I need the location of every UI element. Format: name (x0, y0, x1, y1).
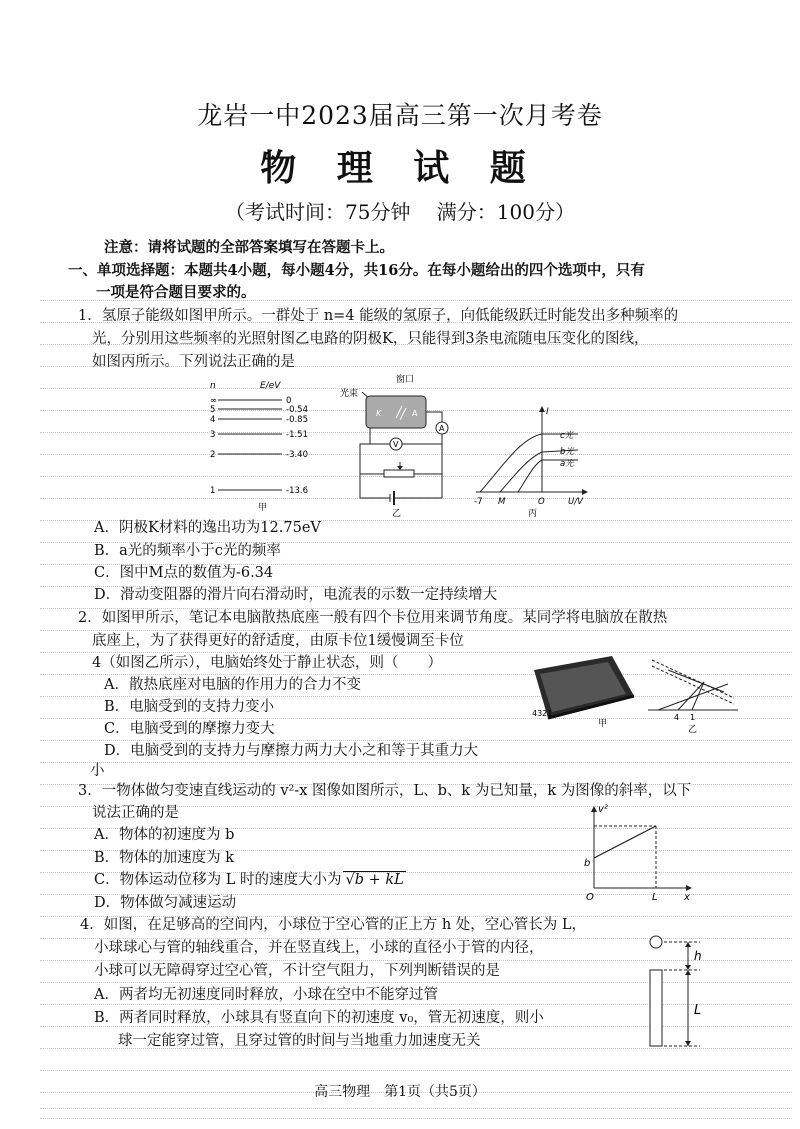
svg-text:4: 4 (674, 713, 680, 722)
svg-text:甲: 甲 (598, 719, 608, 729)
svg-text:O: O (538, 497, 545, 507)
q1-line3: 如图丙所示。下列说法正确的是 (92, 354, 295, 370)
svg-text:L: L (694, 1003, 702, 1018)
q1-option-a: A．阴极K材料的逸出功为12.75eV (94, 520, 321, 536)
q1-option-c: C．图中M点的数值为-6.34 (94, 565, 274, 581)
svg-text:4: 4 (210, 415, 216, 425)
q2-option-d-cont: 小 (90, 763, 105, 779)
q4-line3: 小球可以无障碍穿过空心管，不计空气阻力，下列判断错误的是 (94, 963, 500, 979)
caption-bing: 丙 (528, 509, 538, 519)
notice: 注意：请将试题的全部答案填写在答题卡上。 (104, 239, 394, 256)
exam-info: （考试时间：75分钟 满分：100分） (225, 200, 575, 224)
q4-option-a: A．两者均无初速度同时释放，小球在空中不能穿过管 (94, 987, 438, 1003)
svg-text:1: 1 (210, 486, 216, 496)
section1-line2: 一项是符合题目要求的。 (96, 284, 256, 301)
q1-option-b: B．a光的频率小于c光的频率 (94, 543, 281, 559)
svg-text:U/V: U/V (568, 497, 583, 507)
laptop-stand-figure (528, 652, 740, 734)
svg-text:M: M (498, 497, 506, 507)
svg-text:h: h (694, 949, 702, 963)
svg-text:L: L (652, 892, 658, 903)
level-5 (210, 405, 308, 415)
ball (650, 936, 662, 948)
level-inf (210, 396, 291, 406)
svg-text:K: K (376, 409, 382, 418)
q4-option-b: B．两者同时释放，小球具有竖直向下的初速度 v₀，管无初速度，则小 (94, 1010, 544, 1026)
svg-text:2: 2 (210, 450, 216, 460)
q3-line2: 说法正确的是 (92, 805, 179, 821)
n-header: n (210, 381, 216, 391)
q1-option-d: D．滑动变阻器的滑片向右滑动时，电流表的示数一定持续增大 (94, 587, 498, 603)
svg-text:V: V (393, 440, 399, 449)
q3-option-c: C．物体运动位移为 L 时的速度大小为 √b + kL (94, 872, 404, 888)
energy-level-diagram (200, 378, 308, 514)
svg-text:a光: a光 (560, 459, 574, 469)
photoelectric-circuit (340, 370, 450, 519)
svg-text:乙: 乙 (688, 725, 698, 735)
q2-line2: 底座上，为了获得更好的舒适度，由原卡位1缓慢调至卡位 (92, 633, 464, 649)
q2-option-a: A．散热底座对电脑的作用力的合力不变 (104, 677, 361, 693)
caption-yi: 乙 (392, 509, 402, 519)
q2-option-d: D．电脑受到的支持力与摩擦力两力大小之和等于其重力大 (104, 743, 479, 759)
q2-option-b: B．电脑受到的支持力变小 (104, 699, 275, 715)
level-2 (210, 450, 308, 460)
q3-option-b: B．物体的加速度为 k (94, 850, 235, 866)
window-label: 窗口 (396, 375, 415, 385)
section1-line1: 一、单项选择题：本题共4小题，每小题4分，共16分。在每小题给出的四个选项中，只有 (68, 262, 645, 279)
svg-text:5: 5 (210, 405, 216, 415)
q1-line1: 1．氢原子能级如图甲所示。一群处于 n=4 能级的氢原子，向低能级跃迁时能发出多种频率的 (78, 308, 679, 324)
svg-text:-0.54: -0.54 (286, 405, 308, 415)
q3-line1: 3．一物体做匀变速直线运动的 v²-x 图像如图所示，L、b、k 为已知量，k 为图像的斜率，以下 (78, 783, 692, 799)
svg-text:c光: c光 (560, 431, 574, 441)
svg-text:x: x (684, 892, 690, 903)
current-voltage-graph (470, 400, 590, 519)
q2-option-c: C．电脑受到的摩擦力变大 (104, 721, 275, 737)
ball-tube-figure (640, 932, 720, 1054)
svg-text:1: 1 (690, 713, 696, 722)
q4-line1: 4．如图，在足够高的空间内，小球位于空心管的正上方 h 处，空心管长为 L， (80, 917, 587, 933)
svg-text:-13.6: -13.6 (286, 486, 308, 496)
hollow-tube (650, 970, 662, 1046)
svg-text:I: I (546, 407, 549, 417)
svg-text:A: A (439, 424, 445, 433)
svg-text:4321: 4321 (532, 709, 553, 718)
v2-x-graph (582, 800, 694, 904)
q1-line2: 光，分别用这些频率的光照射图乙电路的阴极K，只能得到3条电流随电压变化的图线， (92, 331, 649, 347)
svg-text:O: O (586, 892, 594, 903)
q2-line1: 2．如图甲所示，笔记本电脑散热底座一般有四个卡位用来调节角度。某同学将电脑放在散热 (78, 610, 668, 626)
svg-text:0: 0 (286, 396, 292, 406)
school-title: 龙岩一中2023届高三第一次月考卷 (197, 101, 603, 130)
q3-option-d: D．物体做匀减速运动 (94, 895, 237, 911)
svg-text:3: 3 (210, 430, 216, 440)
svg-text:A: A (412, 409, 418, 418)
level-3 (210, 430, 308, 440)
q3-option-a: A．物体的初速度为 b (94, 827, 235, 843)
light-label: 光束 (340, 389, 359, 399)
svg-text:-0.85: -0.85 (286, 415, 308, 425)
subject-title: 物 理 试 题 (260, 147, 540, 189)
v2-line (594, 826, 656, 858)
svg-text:b: b (584, 858, 591, 869)
svg-text:b光: b光 (560, 447, 574, 457)
q2-line3: 4（如图乙所示），电脑始终处于静止状态，则（ ） (92, 655, 442, 671)
svg-text:v²: v² (598, 804, 608, 815)
page-footer: 高三物理 第1页（共5页） (314, 1084, 486, 1100)
svg-text:-3.40: -3.40 (286, 450, 308, 460)
q4-line2: 小球球心与管的轴线重合，并在竖直线上，小球的直径小于管的内径， (94, 940, 544, 956)
svg-text:-7: -7 (474, 497, 483, 507)
level-4 (210, 415, 308, 425)
q4-option-b-cont: 球一定能穿过管，且穿过管的时间与当地重力加速度无关 (118, 1033, 481, 1049)
svg-text:-1.51: -1.51 (286, 430, 308, 440)
level-1 (210, 486, 308, 496)
caption-jia: 甲 (258, 503, 268, 513)
sqrt-expression: √b + kL (345, 872, 404, 888)
rheostat (384, 470, 414, 477)
svg-text:∞: ∞ (210, 396, 218, 406)
e-header: E/eV (260, 381, 281, 391)
